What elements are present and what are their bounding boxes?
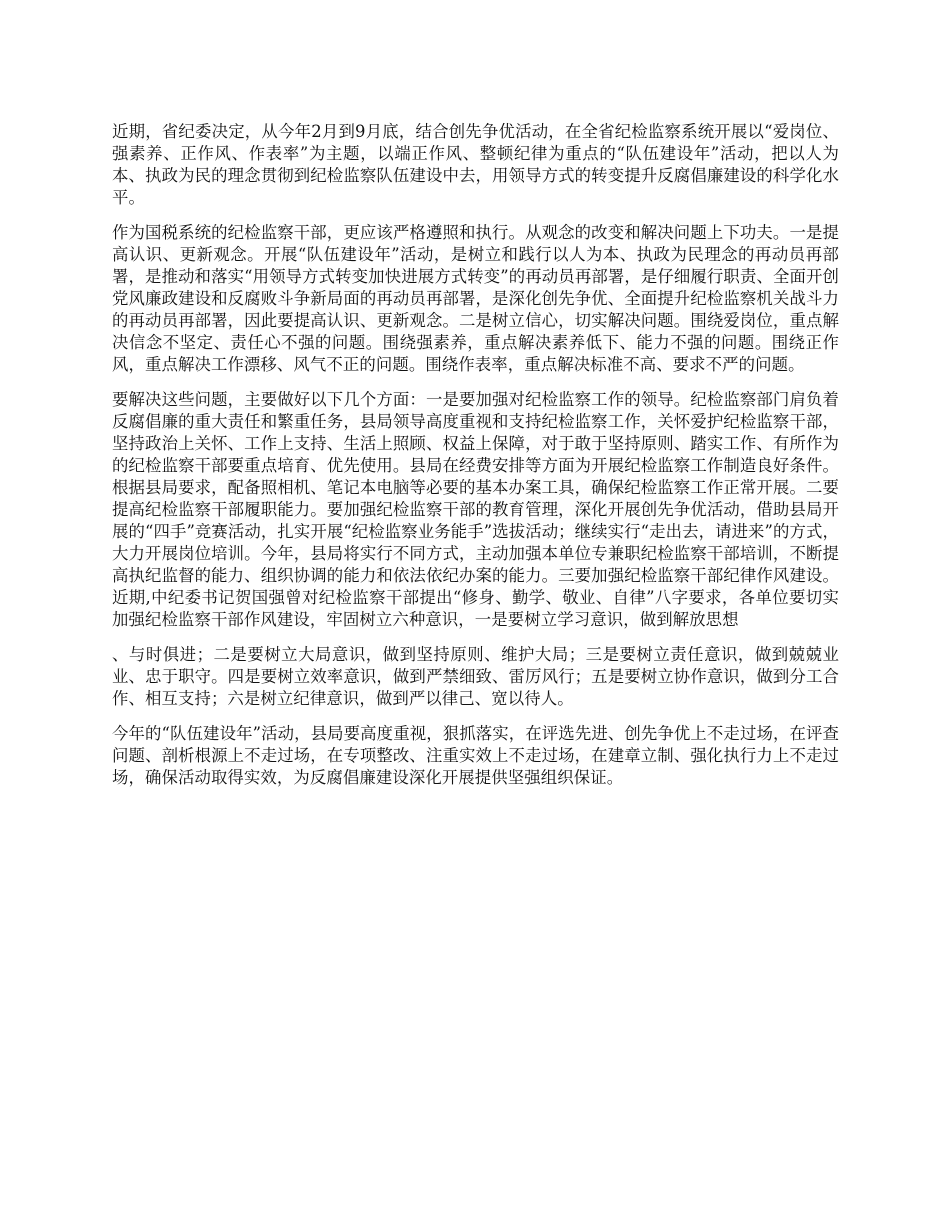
paragraph-six-awareness: 、与时俱进；二是要树立大局意识，做到坚持原则、维护大局；三是要树立责任意识，做到兢兢业业、忠于职守。四是要树立效率意识，做到严禁细致、雷厉风行；五是要树立协作意识，做到分工合作、相互支持；六是树立纪律意识，做到严以律己、宽以待人。 [112, 645, 839, 708]
paragraph-intro: 近期，省纪委决定，从今年2月到9月底，结合创先争优活动，在全省纪检监察系统开展以“爱岗位、强素养、正作风、作表率”为主题，以端正作风、整顿纪律为重点的“队伍建设年”活动，把以人为本、执政为民的理念贯彻到纪检监察队伍建设中去，用领导方式的转变提升反腐倡廉建设的科学化水平。 [112, 122, 839, 207]
paragraph-measures: 要解决这些问题，主要做好以下几个方面：一是要加强对纪检监察工作的领导。纪检监察部门肩负着反腐倡廉的重大责任和繁重任务，县局领导高度重视和支持纪检监察工作，关怀爱护纪检监察干部，坚持政治上关怀、工作上支持、生活上照顾、权益上保障，对于敢于坚持原则、踏实工作、有所作为的纪检监察干部要重点培育、优先使用。县局在经费安排等方面为开展纪检监察工作制造良好条件。根据县局要求，配备照相机、笔记本电脑等必要的基本办案工具，确保纪检监察工作正常开展。二要提高纪检监察干部履职能力。要加强纪检监察干部的教育管理，深化开展创先争优活动，借助县局开展的“四手”竞赛活动，扎实开展“纪检监察业务能手”选拔活动；继续实行“走出去，请进来”的方式，大力开展岗位培训。今年，县局将实行不同方式，主动加强本单位专兼职纪检监察干部培训，不断提高执纪监督的能力、组织协调的能力和依法依纪办案的能力。三要加强纪检监察干部纪律作风建设。近期,中纪委书记贺国强曾对纪检监察干部提出“修身、勤学、敬业、自律”八字要求，各单位要切实加强纪检监察干部作风建设，牢固树立六种意识，一是要树立学习意识，做到解放思想 [112, 390, 839, 629]
paragraph-conclusion: 今年的“队伍建设年”活动，县局要高度重视，狠抓落实，在评选先进、创先争优上不走过场，在评查问题、剖析根源上不走过场，在专项整改、注重实效上不走过场，在建章立制、强化执行力上不走过场，确保活动取得实效，为反腐倡廉建设深化开展提供坚强组织保证。 [112, 724, 839, 787]
document-body [112, 121, 839, 802]
paragraph-awareness: 作为国税系统的纪检监察干部，更应该严格遵照和执行。从观念的改变和解决问题上下功夫。一是提高认识、更新观念。开展“队伍建设年”活动，是树立和践行以人为本、执政为民理念的再动员再部署，是推动和落实“用领导方式转变加快进展方式转变”的再动员再部署，是仔细履行职责、全面开创党风廉政建设和反腐败斗争新局面的再动员再部署，是深化创先争优、全面提升纪检监察机关战斗力的再动员再部署，因此要提高认识、更新观念。二是树立信心，切实解决问题。围绕爱岗位，重点解决信念不坚定、责任心不强的问题。围绕强素养，重点解决素养低下、能力不强的问题。围绕正作风，重点解决工作漂移、风气不正的问题。围绕作表率，重点解决标准不高、要求不严的问题。 [112, 223, 839, 374]
